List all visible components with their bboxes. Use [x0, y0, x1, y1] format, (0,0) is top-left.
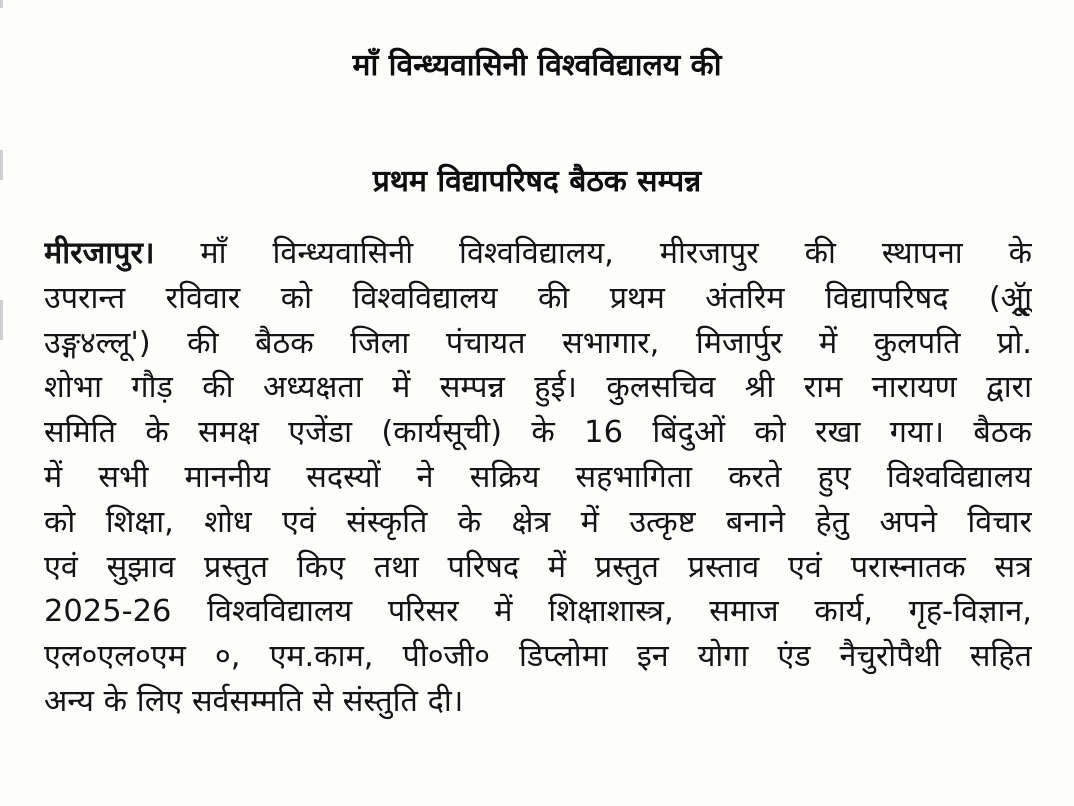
body-line: उङ्ग४ल्लू') की बैठक जिला पंचायत सभागार, मिजार्पुर में कुलपति प्रो.: [44, 325, 1032, 361]
body-line: 2025-26 विश्वविद्यालय परिसर में शिक्षाशास्त्र, समाज कार्य, गृह-विज्ञान,: [44, 594, 1032, 630]
page-edge-mark: [0, 300, 3, 340]
dateline: मीरजापुर।: [44, 236, 155, 271]
body-line: उपरान्त रविवार को विश्वविद्यालय की प्रथम अंतरिम विद्यापरिषद (अ्रॅूाू: [44, 280, 1032, 316]
body-line: अन्य के लिए सर्वसम्मति से संस्तुति दी।: [44, 683, 464, 719]
body-line: एवं सुझाव प्रस्तुत किए तथा परिषद में प्रस्तुत प्रस्ताव एवं परास्नातक सत्र: [44, 549, 1032, 585]
body-line: समिति के समक्ष एजेंडा (कार्यसूची) के 16 बिंदुओं को रखा गया। बैठक: [44, 415, 1032, 451]
body-line: को शिक्षा, शोध एवं संस्कृति के क्षेत्र में उत्कृष्ट बनाने हेतु अपने विचार: [44, 504, 1032, 540]
headline-line-2: प्रथम विद्यापरिषद बैठक सम्पन्न: [372, 164, 702, 199]
page-edge-mark: [0, 0, 3, 8]
body-line: एल०एल०एम ०, एम.काम, पी०जी० डिप्लोमा इन योगा एंड नैचुरोपैथी सहित: [44, 639, 1032, 675]
body-line-text: माँ विन्ध्यवासिनी विश्वविद्यालय, मीरजापुर की स्थापना के: [154, 236, 1032, 271]
article-body: [44, 232, 1032, 725]
headline-line-1: माँ विन्ध्यवासिनी विश्वविद्यालय की: [352, 48, 722, 83]
body-line: [44, 232, 1032, 277]
body-line: शोभा गौड़ की अध्यक्षता में सम्पन्न हुई। कुलसचिव श्री राम नारायण द्वारा: [44, 370, 1032, 406]
body-line: में सभी माननीय सदस्यों ने सक्रिय सहभागिता करते हुए विश्वविद्यालय: [44, 459, 1032, 495]
